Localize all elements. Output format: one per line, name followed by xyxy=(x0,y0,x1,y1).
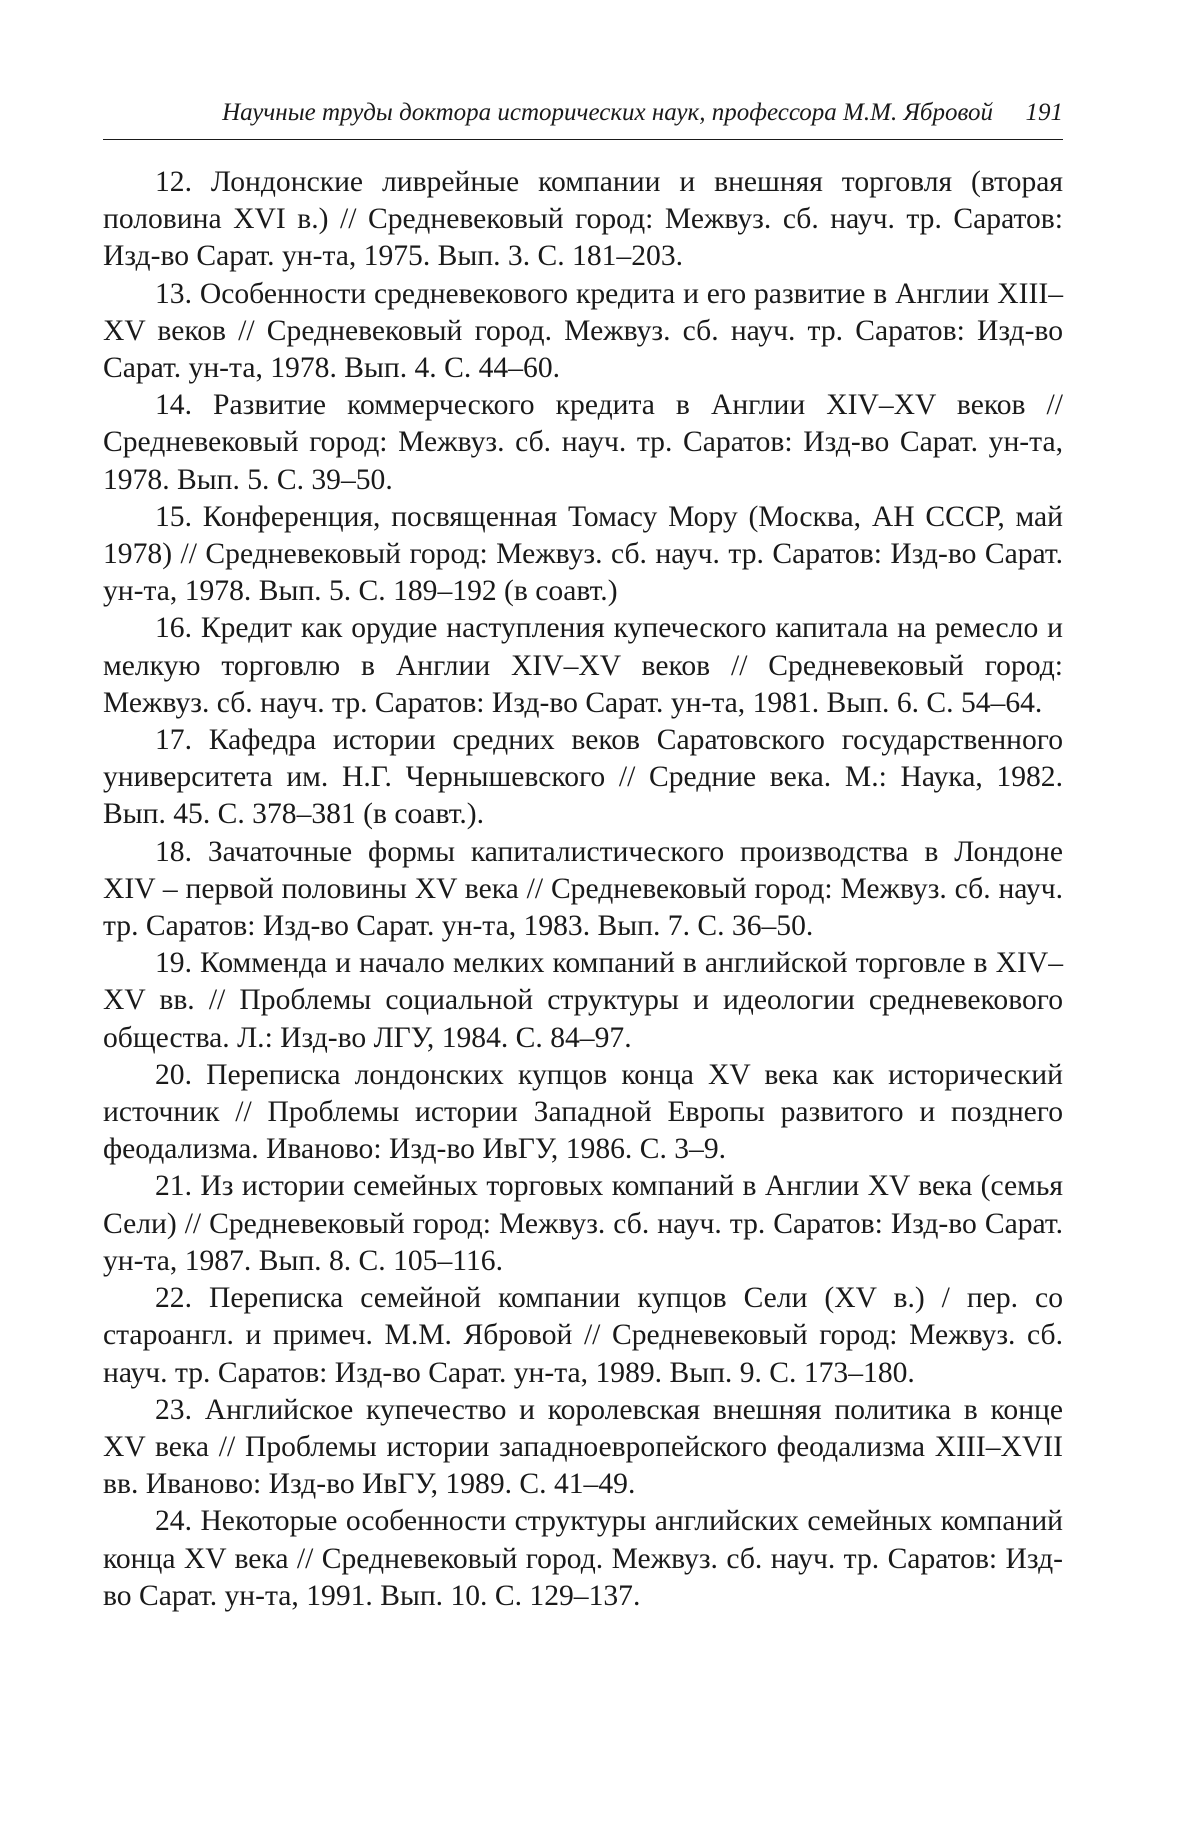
bibliography-entry-12: 12. Лондонские ливрейные компании и внешняя торговля (вторая половина XVI в.) // Средневековый город: Межвуз. сб. науч. тр. Саратов: Изд-во Сарат. ун-та, 1975. Вып. 3. С. 181–203. xyxy=(103,164,1063,276)
book-page xyxy=(103,95,1063,1615)
bibliography-entry-24: 24. Некоторые особенности структуры английских семейных компаний конца XV века // Средневековый город. Межвуз. сб. науч. тр. Саратов: Изд-во Сарат. ун-та, 1991. Вып. 10. С. 129–137. xyxy=(103,1503,1063,1615)
bibliography-list xyxy=(103,164,1063,1615)
bibliography-entry-15: 15. Конференция, посвященная Томасу Мору (Москва, АН СССР, май 1978) // Средневековый город: Межвуз. сб. науч. тр. Саратов: Изд-во Сарат. ун-та, 1978. Вып. 5. С. 189–192 (в соавт.) xyxy=(103,499,1063,611)
header-title: Научные труды доктора исторических наук, профессора М.М. Ябровой xyxy=(222,99,993,127)
bibliography-entry-13: 13. Особенности средневекового кредита и его развитие в Англии XIII–XV веков // Средневековый город. Межвуз. сб. науч. тр. Саратов: Изд-во Сарат. ун-та, 1978. Вып. 4. С. 44–60. xyxy=(103,276,1063,388)
page-number: 191 xyxy=(1026,99,1064,127)
bibliography-entry-23: 23. Английское купечество и королевская внешняя политика в конце XV века // Проблемы истории западноевропейского феодализма XIII–XVII вв. Иваново: Изд-во ИвГУ, 1989. С. 41–49. xyxy=(103,1392,1063,1504)
bibliography-entry-18: 18. Зачаточные формы капиталистического производства в Лондоне XIV – первой половины XV века // Средневековый город: Межвуз. сб. науч. тр. Саратов: Изд-во Сарат. ун-та, 1983. Вып. 7. С. 36–50. xyxy=(103,834,1063,946)
bibliography-entry-22: 22. Переписка семейной компании купцов Сели (XV в.) / пер. со староангл. и примеч. М.М. Ябровой // Средневековый город: Межвуз. сб. науч. тр. Саратов: Изд-во Сарат. ун-та, 1989. Вып. 9. С. 173–180. xyxy=(103,1280,1063,1392)
bibliography-entry-16: 16. Кредит как орудие наступления купеческого капитала на ремесло и мелкую торговлю в Англии XIV–XV веков // Средневековый город: Межвуз. сб. науч. тр. Саратов: Изд-во Сарат. ун-та, 1981. Вып. 6. С. 54–64. xyxy=(103,610,1063,722)
bibliography-entry-20: 20. Переписка лондонских купцов конца XV века как исторический источник // Проблемы истории Западной Европы развитого и позднего феодализма. Иваново: Изд-во ИвГУ, 1986. С. 3–9. xyxy=(103,1057,1063,1169)
bibliography-entry-17: 17. Кафедра истории средних веков Саратовского государственного университета им. Н.Г. Чернышевского // Средние века. М.: Наука, 1982. Вып. 45. С. 378–381 (в соавт.). xyxy=(103,722,1063,834)
running-header xyxy=(103,95,1063,140)
bibliography-entry-19: 19. Комменда и начало мелких компаний в английской торговле в XIV–XV вв. // Проблемы социальной структуры и идеологии средневекового общества. Л.: Изд-во ЛГУ, 1984. С. 84–97. xyxy=(103,945,1063,1057)
bibliography-entry-21: 21. Из истории семейных торговых компаний в Англии XV века (семья Сели) // Средневековый город: Межвуз. сб. науч. тр. Саратов: Изд-во Сарат. ун-та, 1987. Вып. 8. С. 105–116. xyxy=(103,1168,1063,1280)
bibliography-entry-14: 14. Развитие коммерческого кредита в Англии XIV–XV веков // Средневековый город: Межвуз. сб. науч. тр. Саратов: Изд-во Сарат. ун-та, 1978. Вып. 5. С. 39–50. xyxy=(103,387,1063,499)
